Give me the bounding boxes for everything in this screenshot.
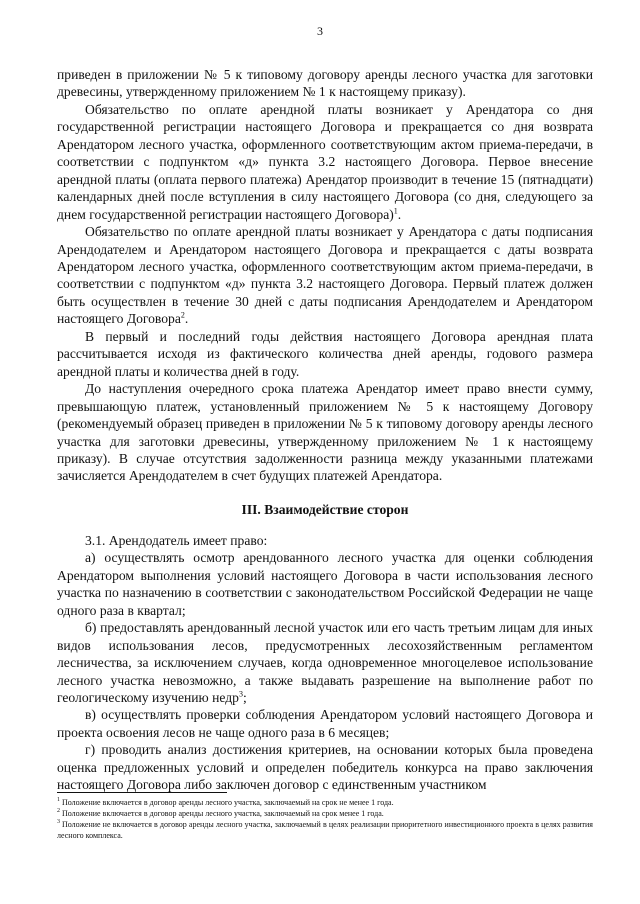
footnote-text: Положение не включается в договор аренды лесного участка, заключаемый в целях реализации приоритетного инвестиционного проекта в целях развития лесного комплекса. bbox=[57, 820, 593, 840]
paragraph bbox=[57, 101, 593, 223]
footnote bbox=[57, 797, 593, 808]
footnote-ref: 1 bbox=[393, 206, 398, 216]
clause-title: 3.1. Арендодатель имеет право: bbox=[85, 532, 268, 548]
clause-end: ; bbox=[242, 689, 247, 705]
footnote-separator bbox=[57, 792, 227, 793]
footnote-mark: 3 bbox=[57, 819, 60, 826]
footnote-ref: 3 bbox=[238, 689, 243, 699]
page-number: 3 bbox=[317, 24, 323, 38]
footnote-mark: 1 bbox=[57, 797, 60, 804]
footnote-text: Положение включается в договор аренды лесного участка, заключаемый на срок менее 1 года. bbox=[62, 809, 384, 818]
paragraph: приведен в приложении № 5 к типовому договору аренды лесного участка для заготовки древесины, утвержденному приложением № 1 к настоящему приказу). bbox=[57, 67, 593, 100]
clause-item: г) проводить анализ достижения критериев, на основании которых была проведена оценка предложенных условий и определен победитель конкурса на право заключения настоящего Договора либо заключен договор с единственным участником bbox=[57, 742, 593, 793]
footnote-mark: 2 bbox=[57, 808, 60, 815]
paragraph-end: . bbox=[184, 311, 189, 327]
paragraph-text: Обязательство по оплате арендной платы возникает у Арендатора с даты подписания Арендодателем и Арендатором настоящего Договора и прекращается с даты возврата Арендатором лесного участка, оформленного соответствующим актом приема-передачи, в соответствии с подпунктом «д» пункта 3.2 настоящего Договора. Первый платеж должен быть осуществлен в течение 30 дней с даты подписания Арендодателем и Арендатором настоящего Договора bbox=[57, 224, 593, 327]
clause-text: б) предоставлять арендованный лесной участок или его часть третьим лицам для иных видов использования лесов, предусмотренных лесохозяйственным регламентом лесничества, за исключением случаев, когда одновременное многоцелевое использование лесного участка невозможно, а также выдавать разрешение на выполнение работ по геологическому изучению недр bbox=[57, 620, 593, 705]
footnotes bbox=[57, 797, 593, 841]
paragraph bbox=[57, 223, 593, 328]
paragraph-text: Обязательство по оплате арендной платы возникает у Арендатора со дня государственной регистрации настоящего Договора и прекращается со дня возврата Арендатором лесного участка, оформленного соответствующим актом приема-передачи, в соответствии с подпунктом «д» пункта 3.2 настоящего Договора. Первое внесение арендной платы (оплата первого платежа) Арендатор производит в течение 15 (пятнадцати) календарных дней после вступления в силу настоящего Договора (со дня, следующего за днем государственной регистрации настоящего Договора) bbox=[57, 101, 593, 222]
clause-item: в) осуществлять проверки соблюдения Арендатором условий настоящего Договора и проекта освоения лесов не чаще одного раза в 6 месяцев; bbox=[57, 707, 593, 740]
paragraph-end: . bbox=[397, 206, 402, 222]
clause-item bbox=[57, 619, 593, 706]
section-heading: III. Взаимодействие сторон bbox=[241, 501, 409, 517]
footnote-ref: 2 bbox=[180, 310, 185, 320]
footnote-text: Положение включается в договор аренды лесного участка, заключаемый на срок не менее 1 года. bbox=[62, 798, 394, 807]
paragraph: В первый и последний годы действия настоящего Договора арендная плата рассчитывается исходя из фактического количества дней аренды, годового размера арендной платы и количества дней в году. bbox=[57, 328, 593, 379]
footnote bbox=[57, 819, 593, 841]
document-body bbox=[57, 66, 593, 794]
paragraph: До наступления очередного срока платежа Арендатор имеет право внести сумму, превышающую платеж, установленный приложением № 5 к настоящему Договору (рекомендуемый образец приведен в приложении № 5 к типовому договору аренды лесного участка для заготовки древесины, утвержденному приложением № 1 к настоящему приказу). В случае отсутствия задолженности разница между указанными платежами зачисляется Арендодателем в счет будущих платежей Арендатора. bbox=[57, 381, 593, 484]
footnote bbox=[57, 808, 593, 819]
clause-item: а) осуществлять осмотр арендованного лесного участка для оценки соблюдения Арендатором выполнения условий настоящего Договора в части использования лесного участка по назначению в соответствии с законодательством Российской Федерации не чаще одного раза в квартал; bbox=[57, 550, 593, 618]
